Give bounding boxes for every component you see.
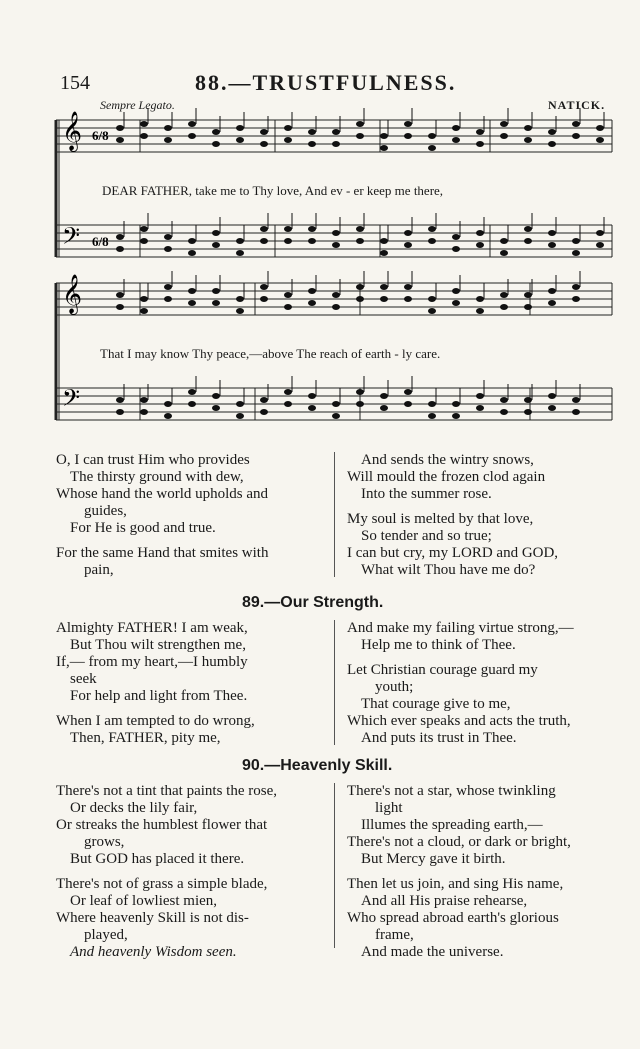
verse-line: And made the universe. — [361, 944, 504, 960]
note-head — [212, 242, 220, 248]
note-head — [548, 405, 556, 411]
stanza — [347, 620, 617, 654]
note-head — [212, 230, 220, 236]
note-head — [524, 238, 532, 244]
note-head — [212, 141, 220, 147]
note-head — [188, 300, 196, 306]
note-head — [212, 288, 220, 294]
verse-line: There's not a tint that paints the rose, — [56, 783, 277, 799]
note-head — [284, 125, 292, 131]
note-head — [524, 409, 532, 415]
note-head — [188, 133, 196, 139]
note-head — [116, 409, 124, 415]
verse-line: For help and light from Thee. — [70, 688, 248, 704]
note-head — [140, 238, 148, 244]
note-head — [332, 413, 340, 419]
note-head — [596, 242, 604, 248]
note-head — [476, 129, 484, 135]
note-head — [188, 238, 196, 244]
note-head — [356, 133, 364, 139]
note-head — [140, 409, 148, 415]
verse-line: Let Christian courage guard my — [347, 662, 538, 678]
verse-line: There's not a star, whose twinkling — [347, 783, 556, 799]
note-head — [500, 304, 508, 310]
hymn-88-right-column — [347, 452, 617, 587]
note-head — [572, 238, 580, 244]
column-divider — [334, 620, 335, 745]
note-head — [572, 397, 580, 403]
verse-line: Who spread abroad earth's glorious — [347, 910, 559, 926]
verse-line: For He is good and true. — [70, 520, 216, 536]
note-head — [476, 296, 484, 302]
verse-line: grows, — [84, 834, 125, 850]
note-head — [404, 401, 412, 407]
note-head — [428, 413, 436, 419]
note-head — [404, 242, 412, 248]
note-head — [212, 393, 220, 399]
note-head — [308, 405, 316, 411]
verse-line: Where heavenly Skill is not dis- — [56, 910, 249, 926]
note-head — [380, 393, 388, 399]
note-head — [452, 300, 460, 306]
note-head — [428, 226, 436, 232]
note-head — [500, 397, 508, 403]
note-head — [356, 401, 364, 407]
stanza — [56, 545, 326, 579]
verse-line: The thirsty ground with dew, — [70, 469, 244, 485]
note-head — [476, 141, 484, 147]
note-head — [164, 234, 172, 240]
note-head — [140, 121, 148, 127]
note-head — [452, 401, 460, 407]
note-head — [404, 133, 412, 139]
bass-clef-2: 𝄢 — [62, 384, 81, 417]
note-head — [524, 304, 532, 310]
note-head — [380, 238, 388, 244]
note-head — [116, 292, 124, 298]
note-head — [212, 300, 220, 306]
note-head — [308, 141, 316, 147]
bass-clef-1: 𝄢 — [62, 222, 81, 255]
verse-line: And sends the wintry snows, — [361, 452, 534, 468]
note-head — [500, 133, 508, 139]
note-head — [428, 308, 436, 314]
note-head — [596, 230, 604, 236]
verse-line: pain, — [84, 562, 114, 578]
verse-line: seek — [70, 671, 97, 687]
note-head — [380, 296, 388, 302]
note-head — [572, 284, 580, 290]
note-head — [524, 125, 532, 131]
stanza — [347, 511, 617, 579]
verse-line: There's not a cloud, or dark or bright, — [347, 834, 571, 850]
note-head — [596, 137, 604, 143]
hymn-90-title: 90.—Heavenly Skill. — [242, 757, 393, 774]
note-head — [380, 145, 388, 151]
tune-name: NATICK. — [548, 98, 606, 112]
note-head — [260, 397, 268, 403]
verse-line: O, I can trust Him who provides — [56, 452, 250, 468]
note-head — [404, 296, 412, 302]
verse-line: Help me to think of Thee. — [361, 637, 516, 653]
note-head — [428, 238, 436, 244]
note-head — [116, 397, 124, 403]
stanza — [56, 452, 326, 537]
page-number: 154 — [60, 72, 90, 94]
note-head — [236, 250, 244, 256]
note-head — [476, 230, 484, 236]
note-head — [116, 246, 124, 252]
note-head — [236, 308, 244, 314]
note-head — [188, 389, 196, 395]
note-head — [212, 405, 220, 411]
hymn-90-right-column — [347, 783, 617, 969]
note-head — [356, 238, 364, 244]
hymn-90-left-column — [56, 783, 326, 969]
stanza — [347, 876, 617, 961]
verse-line: Into the summer rose. — [361, 486, 492, 502]
verse-line: Then, FATHER, pity me, — [70, 730, 221, 746]
note-head — [476, 308, 484, 314]
note-head — [356, 121, 364, 127]
note-head — [308, 288, 316, 294]
note-head — [380, 284, 388, 290]
note-head — [404, 121, 412, 127]
note-head — [356, 284, 364, 290]
stanza — [56, 876, 326, 961]
treble-clef-1: 𝄞 — [62, 111, 83, 151]
lyric-line-2: That I may know Thy peace,—above The reach of earth - ly care. — [100, 346, 441, 361]
verse-line: Or streaks the humblest flower that — [56, 817, 268, 833]
hymn-89-title: 89.—Our Strength. — [242, 594, 384, 611]
stanza — [347, 783, 617, 868]
note-head — [308, 393, 316, 399]
verse-line: That courage give to me, — [361, 696, 511, 712]
hymn-88-left-column — [56, 452, 326, 587]
note-head — [188, 121, 196, 127]
note-head — [380, 250, 388, 256]
note-head — [308, 129, 316, 135]
note-head — [236, 125, 244, 131]
note-head — [548, 242, 556, 248]
note-head — [260, 238, 268, 244]
verse-line: If,— from my heart,—I humbly — [56, 654, 248, 670]
verse-line: Which ever speaks and acts the truth, — [347, 713, 571, 729]
note-head — [572, 409, 580, 415]
note-head — [260, 226, 268, 232]
note-head — [524, 397, 532, 403]
note-head — [284, 401, 292, 407]
note-head — [140, 308, 148, 314]
note-head — [428, 145, 436, 151]
hymn-88-title: 88.—TRUSTFULNESS. — [195, 70, 457, 95]
verse-line: Illumes the spreading earth,— — [361, 817, 543, 833]
note-head — [164, 137, 172, 143]
note-head — [236, 296, 244, 302]
verse-line: Or decks the lily fair, — [70, 800, 198, 816]
verse-line: But Mercy gave it birth. — [361, 851, 506, 867]
note-head — [452, 137, 460, 143]
note-head — [572, 121, 580, 127]
verse-line: Whose hand the world upholds and — [56, 486, 269, 502]
note-head — [380, 133, 388, 139]
verse-line: I can but cry, my LORD and GOD, — [347, 545, 559, 561]
note-head — [116, 137, 124, 143]
note-head — [452, 234, 460, 240]
note-head — [404, 230, 412, 236]
note-head — [140, 397, 148, 403]
verse-line: light — [375, 800, 403, 816]
verse-line: frame, — [375, 927, 414, 943]
note-head — [164, 284, 172, 290]
note-head — [524, 226, 532, 232]
bass-time-signature: 6/8 — [92, 234, 109, 249]
note-head — [164, 125, 172, 131]
note-head — [140, 296, 148, 302]
note-head — [404, 389, 412, 395]
note-head — [572, 296, 580, 302]
treble-clef-2: 𝄞 — [62, 274, 83, 314]
note-head — [452, 288, 460, 294]
verse-line: Or leaf of lowliest mien, — [70, 893, 218, 909]
note-head — [164, 296, 172, 302]
note-head — [452, 125, 460, 131]
note-head — [548, 141, 556, 147]
verse-line: My soul is melted by that love, — [347, 511, 534, 527]
note-head — [260, 129, 268, 135]
note-head — [164, 246, 172, 252]
note-head — [500, 121, 508, 127]
note-head — [476, 393, 484, 399]
note-head — [452, 413, 460, 419]
note-head — [308, 300, 316, 306]
verse-line: Then let us join, and sing His name, — [347, 876, 564, 892]
note-head — [188, 288, 196, 294]
stanza — [56, 620, 326, 705]
tempo-marking: Sempre Legato. — [100, 98, 175, 112]
note-head — [116, 304, 124, 310]
note-head — [236, 413, 244, 419]
stanza — [347, 662, 617, 747]
note-head — [356, 226, 364, 232]
note-head — [188, 250, 196, 256]
hymn-89-right-column — [347, 620, 617, 755]
note-head — [284, 292, 292, 298]
note-head — [116, 125, 124, 131]
note-head — [572, 133, 580, 139]
note-head — [236, 401, 244, 407]
verse-line: But GOD has placed it there. — [70, 851, 245, 867]
note-head — [356, 296, 364, 302]
verse-line: played, — [84, 927, 128, 943]
note-head — [500, 238, 508, 244]
note-head — [548, 230, 556, 236]
note-head — [164, 413, 172, 419]
note-head — [476, 405, 484, 411]
verse-line: And all His praise rehearse, — [361, 893, 528, 909]
note-head — [332, 129, 340, 135]
verse-line: But Thou wilt strengthen me, — [70, 637, 246, 653]
note-head — [404, 284, 412, 290]
note-head — [332, 304, 340, 310]
verse-line: When I am tempted to do wrong, — [56, 713, 255, 729]
note-head — [284, 137, 292, 143]
note-head — [524, 137, 532, 143]
note-head — [332, 401, 340, 407]
note-head — [308, 238, 316, 244]
note-head — [284, 238, 292, 244]
hymn-89-left-column — [56, 620, 326, 755]
note-head — [140, 226, 148, 232]
note-head — [308, 226, 316, 232]
note-head — [524, 292, 532, 298]
note-head — [284, 304, 292, 310]
note-head — [548, 129, 556, 135]
verse-line: guides, — [84, 503, 127, 519]
verse-line: What wilt Thou have me do? — [361, 562, 536, 578]
lyric-line-1: DEAR FATHER, take me to Thy love, And ev - er keep me there, — [102, 183, 444, 198]
note-head — [572, 250, 580, 256]
verse-line: Will mould the frozen clod again — [347, 469, 546, 485]
note-head — [332, 242, 340, 248]
note-head — [332, 292, 340, 298]
note-head — [500, 250, 508, 256]
note-head — [596, 125, 604, 131]
stanza — [56, 783, 326, 868]
note-head — [548, 300, 556, 306]
column-divider — [334, 783, 335, 948]
note-head — [356, 389, 364, 395]
note-head — [116, 234, 124, 240]
note-head — [260, 296, 268, 302]
note-head — [500, 409, 508, 415]
note-head — [548, 393, 556, 399]
note-head — [452, 246, 460, 252]
note-head — [260, 141, 268, 147]
verse-line: And puts its trust in Thee. — [361, 730, 517, 746]
verse-line: Almighty FATHER! I am weak, — [56, 620, 248, 636]
note-head — [188, 401, 196, 407]
note-head — [500, 292, 508, 298]
note-head — [140, 133, 148, 139]
verse-line: youth; — [375, 679, 414, 695]
verse-line: And make my failing virtue strong,— — [347, 620, 574, 636]
note-head — [380, 405, 388, 411]
note-head — [260, 284, 268, 290]
treble-time-signature: 6/8 — [92, 128, 109, 143]
verse-line: There's not of grass a simple blade, — [56, 876, 268, 892]
note-head — [428, 296, 436, 302]
verse-line: For the same Hand that smites with — [56, 545, 269, 561]
note-head — [236, 238, 244, 244]
column-divider — [334, 452, 335, 577]
stanza — [347, 452, 617, 503]
note-head — [212, 129, 220, 135]
verse-line: And heavenly Wisdom seen. — [70, 944, 237, 960]
note-head — [236, 137, 244, 143]
note-head — [548, 288, 556, 294]
music-score — [0, 0, 640, 450]
note-head — [428, 133, 436, 139]
note-head — [260, 409, 268, 415]
stanza — [56, 713, 326, 747]
note-head — [284, 226, 292, 232]
note-head — [476, 242, 484, 248]
note-head — [164, 401, 172, 407]
note-head — [428, 401, 436, 407]
verse-line: So tender and so true; — [361, 528, 492, 544]
note-head — [332, 230, 340, 236]
note-head — [284, 389, 292, 395]
note-head — [332, 141, 340, 147]
